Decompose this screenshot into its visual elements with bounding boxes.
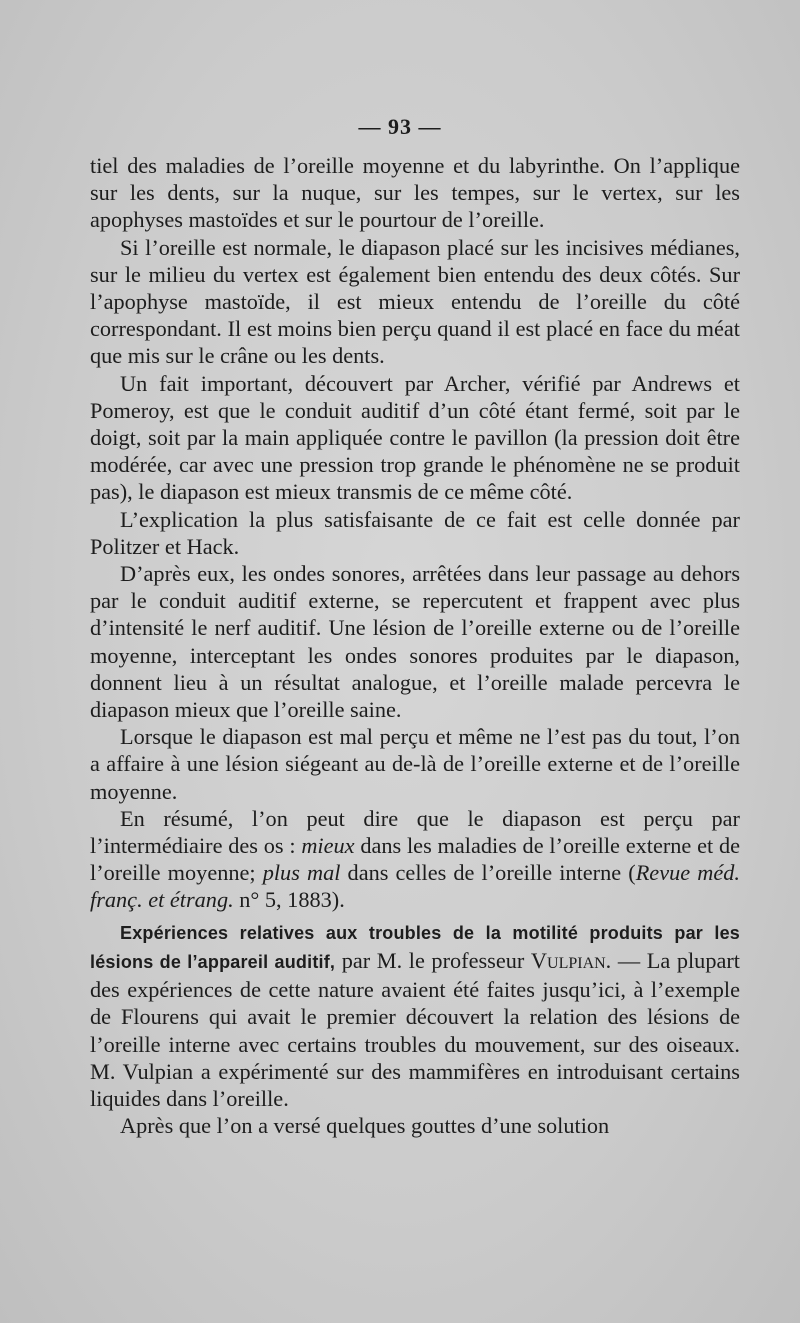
paragraph: Un fait important, découvert par Archer, vérifié par Andrews et Pomeroy, est que le conduit auditif d’un côté étant fermé, soit par le doigt, soit par la main appliquée contre le pavillon (la pression doit être modérée, car avec une pression trop grande le phénomène ne se produit pas), le diapason est mieux transmis de ce même côté. <box>90 370 740 505</box>
author-name: Vulpian. <box>530 947 612 973</box>
section-heading: Expériences relatives aux troubles de la motilité produits par les lésions de l’appareil auditif, <box>90 922 740 972</box>
paragraph: L’explication la plus satisfaisante de ce fait est celle donnée par Politzer et Hack. <box>90 506 740 559</box>
journal-citation: Revue méd. franç. et étrang. <box>90 860 740 913</box>
italic-run: plus mal <box>262 860 341 886</box>
text-run: dans celles de l’oreille interne ( <box>340 860 636 886</box>
text-body <box>90 152 740 1139</box>
page-number: — 93 — <box>358 114 442 139</box>
paragraph: Si l’oreille est normale, le diapason placé sur les incisives médianes, sur le milieu du vertex est également bien entendu des deux côtés. Sur l’apophyse mastoïde, il est mieux entendu de l’oreille du côté correspondant. Il est moins bien perçu quand il est placé en face du méat que mis sur le crâne ou les dents. <box>90 234 740 369</box>
paragraph: Lorsque le diapason est mal perçu et même ne l’est pas du tout, l’on a affaire à une lésion siégeant au de-là de l’oreille externe et de l’oreille moyenne. <box>90 724 740 804</box>
text-run: par M. le professeur <box>335 947 531 973</box>
paragraph: tiel des maladies de l’oreille moyenne et du labyrinthe. On l’applique sur les dents, sur la nuque, sur les tempes, sur le vertex, sur les apophyses mastoïdes et sur le pourtour de l’oreille. <box>90 153 740 233</box>
text-run: n° 5, 1883). <box>233 887 345 913</box>
text-run: — La plupart des expériences de cette nature avaient été faites jusqu’ici, à l’exemple de Flourens qui avait le premier découvert la relation des lésions de l’oreille interne avec certains troubles du mouvement, sur des oiseaux. M. Vulpian a expérimenté sur des mammifères en introduisant certains liquides dans l’oreille. <box>90 947 740 1111</box>
paragraph: D’après eux, les ondes sonores, arrêtées dans leur passage au dehors par le conduit auditif externe, se repercutent et frappent avec plus d’intensité le nerf auditif. Une lésion de l’oreille externe ou de l’oreille moyenne, interceptant les ondes sonores produites par le diapason, donnent lieu à un résultat analogue, et l’oreille malade percevra le diapason mieux que l’oreille saine. <box>90 561 740 723</box>
paragraph: Après que l’on a versé quelques gouttes d’une solution <box>120 1113 610 1139</box>
text-run: En résumé, l’on peut dire que le diapason est perçu par l’intermédiaire des os : <box>90 805 740 859</box>
paragraph <box>90 805 740 914</box>
text-run: dans les maladies de l’oreille externe et de l’oreille moyenne; <box>90 833 740 886</box>
section-paragraph <box>90 918 740 1112</box>
italic-run: mieux <box>301 833 355 859</box>
